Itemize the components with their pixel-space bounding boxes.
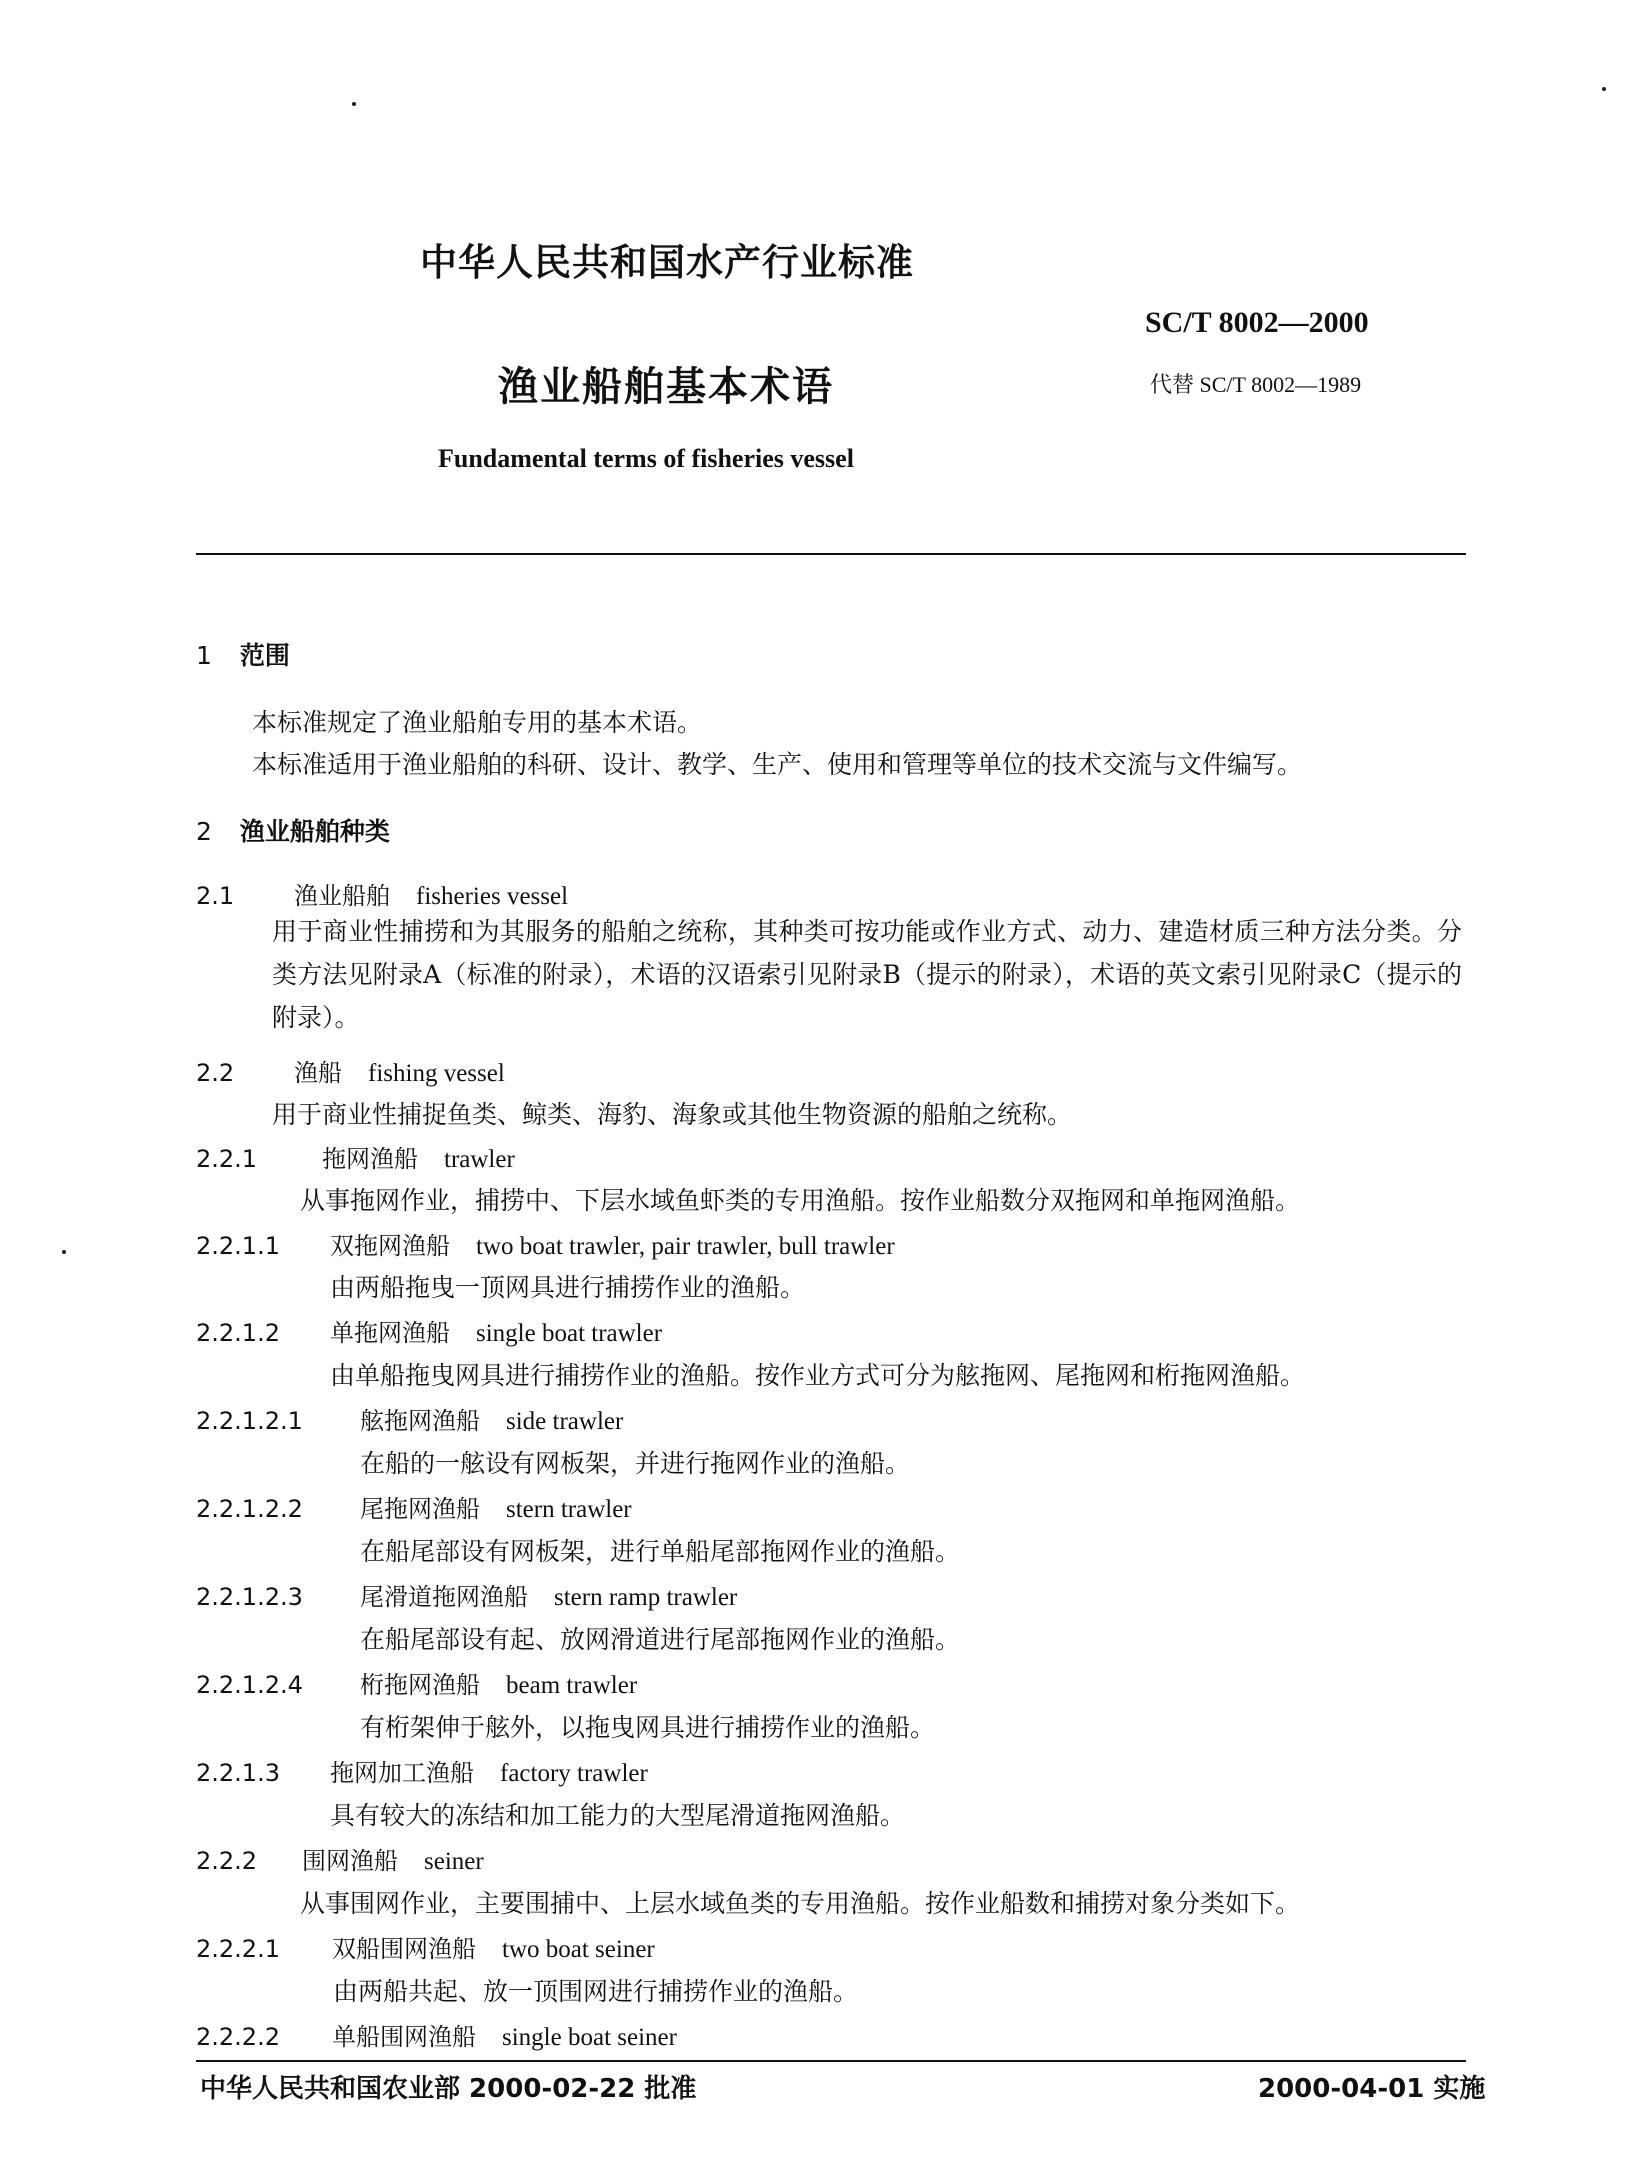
term-en: stern ramp trawler	[554, 1584, 738, 1611]
term-zh: 双拖网渔船	[330, 1232, 450, 1260]
term-number: 2.2.1.1	[196, 1232, 280, 1260]
section-title: 范围	[239, 641, 290, 670]
term-en: two boat seiner	[502, 1936, 655, 1963]
term-number: 2.2.2.2	[196, 2023, 280, 2051]
term-heading	[196, 1753, 648, 1788]
term-heading	[196, 1929, 655, 1964]
scope-paragraph-2: 本标准适用于渔业船舶的科研、设计、教学、生产、使用和管理等单位的技术交流与文件编写。	[252, 750, 1303, 779]
term-heading	[196, 1313, 662, 1348]
footer-divider	[196, 2060, 1466, 2062]
effective-date: 2000-04-01 实施	[1258, 2074, 1486, 2104]
term-number: 2.2.1.2.4	[196, 1671, 303, 1699]
term-zh: 渔业船舶	[294, 882, 390, 910]
standard-code: SC/T 8002—2000	[1145, 306, 1369, 339]
term-en: fishing vessel	[368, 1060, 505, 1087]
term-number: 2.2.1.2.1	[196, 1407, 303, 1435]
term-en: trawler	[444, 1146, 515, 1173]
term-en: single boat seiner	[502, 2024, 677, 2051]
issuing-body-title: 中华人民共和国水产行业标准	[420, 241, 914, 284]
term-definition: 由单船拖曳网具进行捕捞作业的渔船。按作业方式可分为舷拖网、尾拖网和桁拖网渔船。	[330, 1361, 1306, 1390]
term-definition: 从事拖网作业，捕捞中、下层水域鱼虾类的专用渔船。按作业船数分双拖网和单拖网渔船。	[300, 1186, 1301, 1215]
term-definition: 由两船拖曳一顶网具进行捕捞作业的渔船。	[330, 1273, 806, 1302]
term-heading	[196, 1577, 737, 1612]
term-en: beam trawler	[506, 1672, 638, 1699]
term-definition: 在船的一舷设有网板架，并进行拖网作业的渔船。	[360, 1449, 911, 1478]
term-zh: 单拖网渔船	[330, 1319, 450, 1347]
header-divider	[196, 553, 1466, 555]
term-number: 2.2.1.3	[196, 1759, 280, 1787]
term-zh: 围网渔船	[302, 1847, 398, 1875]
term-definition: 具有较大的冻结和加工能力的大型尾滑道拖网渔船。	[330, 1801, 906, 1830]
scan-speck	[62, 1250, 66, 1254]
term-en: fisheries vessel	[416, 883, 569, 910]
term-en: seiner	[424, 1848, 484, 1875]
term-zh: 尾拖网渔船	[360, 1495, 480, 1523]
section-number: 2	[196, 817, 212, 846]
term-definition: 由两船共起、放一顶围网进行捕捞作业的渔船。	[333, 1977, 859, 2006]
term-heading	[196, 1139, 515, 1174]
term-zh: 拖网渔船	[322, 1145, 418, 1173]
scan-speck	[352, 102, 356, 106]
term-number: 2.2.2.1	[196, 1935, 280, 1963]
section-2-heading	[196, 812, 390, 848]
term-heading	[196, 1401, 623, 1436]
term-definition: 有桁架伸于舷外，以拖曳网具进行捕捞作业的渔船。	[360, 1713, 936, 1742]
term-heading	[196, 876, 568, 911]
term-number: 2.2.2	[196, 1847, 258, 1875]
term-heading	[196, 1489, 632, 1524]
term-zh: 拖网加工渔船	[330, 1759, 474, 1787]
term-en: factory trawler	[500, 1760, 648, 1787]
approval-date: 中华人民共和国农业部 2000-02-22 批准	[200, 2074, 697, 2104]
document-title: 渔业船舶基本术语	[498, 364, 834, 410]
scan-speck	[1602, 87, 1606, 91]
term-heading	[196, 1053, 505, 1088]
term-en: two boat trawler, pair trawler, bull trawler	[476, 1233, 895, 1260]
term-number: 2.1	[196, 882, 235, 910]
term-zh: 单船围网渔船	[332, 2023, 476, 2051]
term-zh: 渔船	[294, 1059, 342, 1087]
term-heading	[196, 1841, 484, 1876]
term-definition: 用于商业性捕捞和为其服务的船舶之统称，其种类可按功能或作业方式、动力、建造材质三种方法分类。分类方法见附录A（标准的附录），术语的汉语索引见附录B（提示的附录），术语的英文索引见附录C（提示的附录）。	[272, 917, 1462, 1032]
term-zh: 双船围网渔船	[332, 1935, 476, 1963]
term-zh: 尾滑道拖网渔船	[360, 1583, 528, 1611]
term-number: 2.2.1.2	[196, 1319, 280, 1347]
term-number: 2.2.1.2.2	[196, 1495, 303, 1523]
section-1-heading	[196, 636, 290, 672]
scope-paragraph-1: 本标准规定了渔业船舶专用的基本术语。	[252, 708, 703, 737]
term-definition: 在船尾部设有网板架，进行单船尾部拖网作业的渔船。	[360, 1537, 961, 1566]
term-definition: 从事围网作业，主要围捕中、上层水域鱼类的专用渔船。按作业船数和捕捞对象分类如下。	[300, 1889, 1301, 1918]
term-definition: 用于商业性捕捉鱼类、鲸类、海豹、海象或其他生物资源的船舶之统称。	[272, 1100, 1073, 1129]
term-en: side trawler	[506, 1408, 624, 1435]
term-en: single boat trawler	[476, 1320, 663, 1347]
term-heading	[196, 2017, 677, 2052]
term-en: stern trawler	[506, 1496, 632, 1523]
english-title: Fundamental terms of fisheries vessel	[438, 444, 854, 473]
term-number: 2.2.1.2.3	[196, 1583, 303, 1611]
replaces-standard: 代替 SC/T 8002—1989	[1150, 372, 1362, 397]
section-title: 渔业船舶种类	[239, 817, 390, 846]
term-zh: 舷拖网渔船	[360, 1407, 480, 1435]
term-number: 2.2	[196, 1059, 235, 1087]
term-heading	[196, 1665, 637, 1700]
term-definition: 在船尾部设有起、放网滑道进行尾部拖网作业的渔船。	[360, 1625, 961, 1654]
section-number: 1	[196, 641, 212, 670]
term-zh: 桁拖网渔船	[360, 1671, 480, 1699]
term-number: 2.2.1	[196, 1145, 258, 1173]
term-heading	[196, 1226, 895, 1261]
